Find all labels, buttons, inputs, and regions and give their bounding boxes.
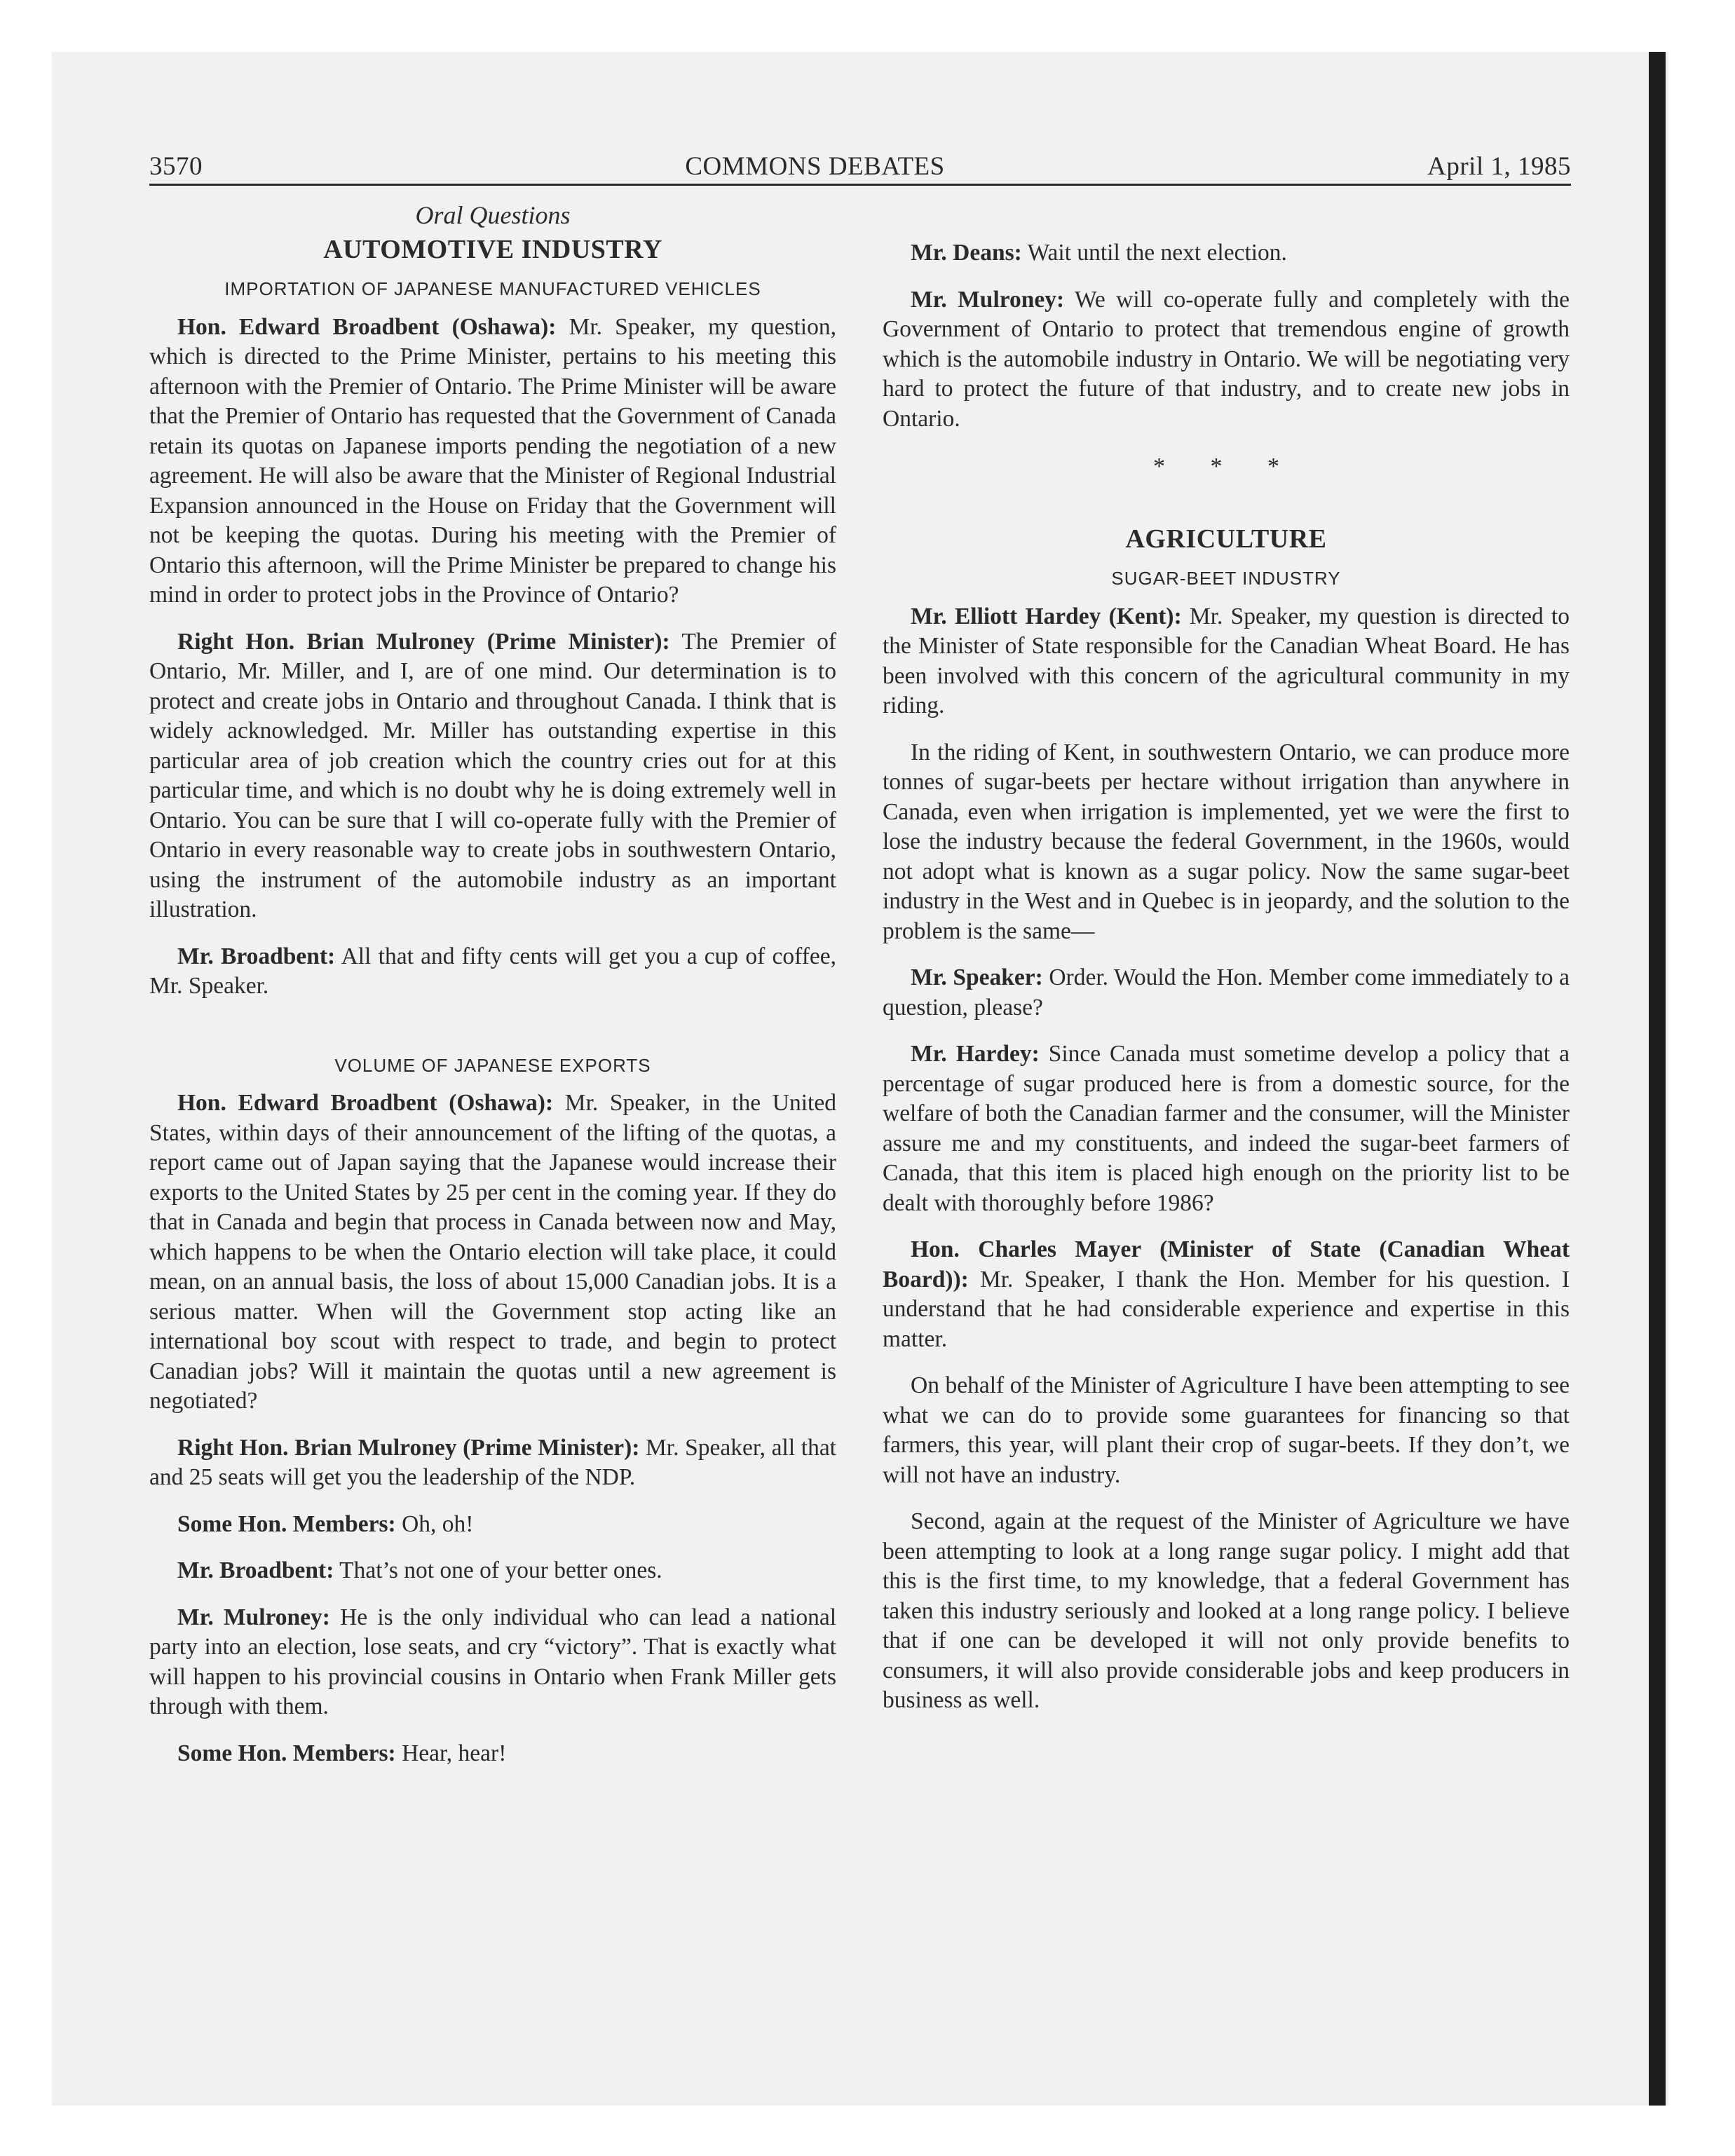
speech-text: Order. Would the Hon. Member come immediately to a question, please? <box>883 964 1570 1021</box>
page-number: 3570 <box>149 152 203 181</box>
speaker-name: Mr. Hardey: <box>911 1041 1040 1067</box>
speaker-name: Mr. Mulroney: <box>177 1604 330 1630</box>
binding-shadow <box>1649 52 1666 2106</box>
speaker-name: Some Hon. Members: <box>177 1510 396 1537</box>
speaker-name: Mr. Broadbent: <box>177 943 336 969</box>
speech-paragraph <box>149 313 836 610</box>
speaker-name: Hon. Edward Broadbent (Oshawa): <box>177 1090 554 1116</box>
speech-paragraph <box>149 1603 836 1722</box>
subtopic-heading: VOLUME OF JAPANESE EXPORTS <box>334 1054 651 1076</box>
speech-text: Since Canada must sometime develop a policy that a percentage of sugar produced here is from a domestic source, for the welfare of both the Canadian farmer and the consumer, will the Minister assure me and my constituents, and indeed the sugar-beet farmers of Canada, that this item is placed high enough on the priority list to be dealt with thoroughly before 1986? <box>883 1041 1570 1216</box>
section-separator: * * * <box>1153 453 1299 479</box>
speech-text: Oh, oh! <box>395 1510 474 1537</box>
speaker-name: Mr. Deans: <box>911 240 1022 266</box>
speech-paragraph <box>149 1510 836 1540</box>
publication-title: COMMONS DEBATES <box>685 152 945 181</box>
speech-paragraph <box>149 942 836 1002</box>
subtopic-heading: IMPORTATION OF JAPANESE MANUFACTURED VEHICLES <box>224 278 761 299</box>
speech-text: On behalf of the Minister of Agriculture I have been attempting to see what we can do to provide some guarantees for financing so that farmers, this year, will plant their crop of sugar-beets. If they don’t, we will not have an industry. <box>883 1372 1570 1488</box>
speech-paragraph <box>149 1433 836 1493</box>
page-date: April 1, 1985 <box>1427 152 1571 181</box>
speech-text: Mr. Speaker, in the United States, within days of their announcement of the lifting of the quotas, a report came out of Japan saying that the Japanese would increase their exports to the United States by 25 per cent in the coming year. If they do that in Canada and begin that process in Canada between now and May, which happens to be when the Ontario election will take place, it could mean, on an annual basis, the loss of about 15,000 Canadian jobs. It is a serious matter. When will the Government stop acting like an international boy scout with respect to trade, and begin to protect Canadian jobs? Will it maintain the quotas until a new agreement is negotiated? <box>149 1090 836 1414</box>
speech-paragraph <box>149 627 836 925</box>
speech-paragraph <box>883 963 1570 1023</box>
speaker-name: Right Hon. Brian Mulroney (Prime Minister): <box>177 1434 640 1461</box>
speaker-name: Right Hon. Brian Mulroney (Prime Minister): <box>177 628 670 655</box>
speech-text: Mr. Speaker, my question is directed to the Minister of State responsible for the Canadian Wheat Board. He has been involved with this concern of the agricultural community in my riding. <box>883 603 1570 718</box>
speech-paragraph <box>149 1739 836 1769</box>
page-header <box>149 151 1571 182</box>
right-column <box>883 238 1570 1733</box>
speech-text: The Premier of Ontario, Mr. Miller, and I, are of one mind. Our determination is to protect and create jobs in Ontario and throughout Canada. I think that is widely acknowledged. Mr. Miller has outstanding expertise in this particular area of job creation which the country cries out for at this particular time, and which is no doubt why he is doing extremely well in Ontario. You can be sure that I will co-operate fully with the Premier of Ontario in every reasonable way to create jobs in southwestern Ontario, using the instrument of the automobile industry as an important illustration. <box>149 628 836 922</box>
speech-paragraph <box>883 738 1570 947</box>
speech-text: That’s not one of your better ones. <box>334 1557 662 1583</box>
topic-heading: AUTOMOTIVE INDUSTRY <box>323 234 662 264</box>
speech-text: Mr. Speaker, I thank the Hon. Member for his question. I understand that he had considerable experience and expertise in this matter. <box>883 1266 1570 1352</box>
speech-paragraph <box>883 1039 1570 1218</box>
speech-text: Mr. Speaker, all that and 25 seats will get you the leadership of the NDP. <box>149 1434 836 1490</box>
speaker-name: Mr. Broadbent: <box>177 1557 334 1583</box>
speech-paragraph <box>883 285 1570 435</box>
speech-paragraph <box>883 1235 1570 1354</box>
speech-text: He is the only individual who can lead a national party into an election, lose seats, and cry “victory”. That is exactly what will happen to his provincial cousins in Ontario when Frank Miller gets through with them. <box>149 1604 837 1719</box>
speech-text: All that and fifty cents will get you a cup of coffee, Mr. Speaker. <box>149 943 836 999</box>
section-label: Oral Questions <box>415 201 571 229</box>
speech-paragraph <box>883 602 1570 721</box>
speech-paragraph <box>883 238 1570 268</box>
speech-paragraph <box>149 1556 836 1586</box>
speaker-name: Hon. Edward Broadbent (Oshawa): <box>177 313 557 340</box>
speech-text: Wait until the next election. <box>1021 240 1287 266</box>
speaker-name: Mr. Speaker: <box>911 964 1043 990</box>
speaker-name: Some Hon. Members: <box>177 1740 396 1766</box>
speech-text: In the riding of Kent, in southwestern Ontario, we can produce more tonnes of sugar-beets per hectare without irrigation than anywhere in Canada, even when irrigation is implemented, yet we were the first to lose the industry because the federal Government, in the 1960s, would not adopt what is known as a sugar policy. Now the same sugar-beet industry in the West and in Quebec is in jeopardy, and the solution to the problem is the same— <box>883 739 1570 944</box>
subtopic-heading: SUGAR-BEET INDUSTRY <box>1111 568 1341 589</box>
topic-heading: AGRICULTURE <box>1125 524 1327 554</box>
speech-paragraph <box>883 1371 1570 1490</box>
left-column <box>149 196 836 1785</box>
speech-paragraph <box>883 1507 1570 1716</box>
speech-text: Mr. Speaker, my question, which is directed to the Prime Minister, pertains to his meeting this afternoon with the Premier of Ontario. The Prime Minister will be aware that the Premier of Ontario has requested that the Government of Canada retain its quotas on Japanese imports pending the negotiation of a new agreement. He will also be aware that the Minister of Regional Industrial Expansion announced in the House on Friday that the Government will not be keeping the quotas. During his meeting with the Premier of Ontario this afternoon, will the Prime Minister be prepared to change his mind in order to protect jobs in the Province of Ontario? <box>149 313 836 608</box>
speech-text: Hear, hear! <box>395 1740 507 1766</box>
speech-paragraph <box>149 1089 836 1417</box>
speaker-name: Mr. Mulroney: <box>911 286 1065 313</box>
speaker-name: Hon. Charles Mayer (Minister of State (Canadian Wheat Board)): <box>883 1236 1570 1292</box>
speaker-name: Mr. Elliott Hardey (Kent): <box>911 603 1182 629</box>
speech-text: We will co-operate fully and completely with the Government of Ontario to protect that tremendous engine of growth which is the automobile industry in Ontario. We will be negotiating very hard to protect the future of that industry, and to create new jobs in Ontario. <box>883 286 1570 432</box>
speech-text: Second, again at the request of the Minister of Agriculture we have been attempting to look at a long range sugar policy. I might add that this is the first time, to my knowledge, that a federal Government has taken this industry seriously and looked at a long range policy. I believe that if one can be developed it will not only provide benefits to consumers, it will also provide considerable jobs and keep producers in business as well. <box>883 1508 1570 1713</box>
header-rule <box>149 184 1571 186</box>
